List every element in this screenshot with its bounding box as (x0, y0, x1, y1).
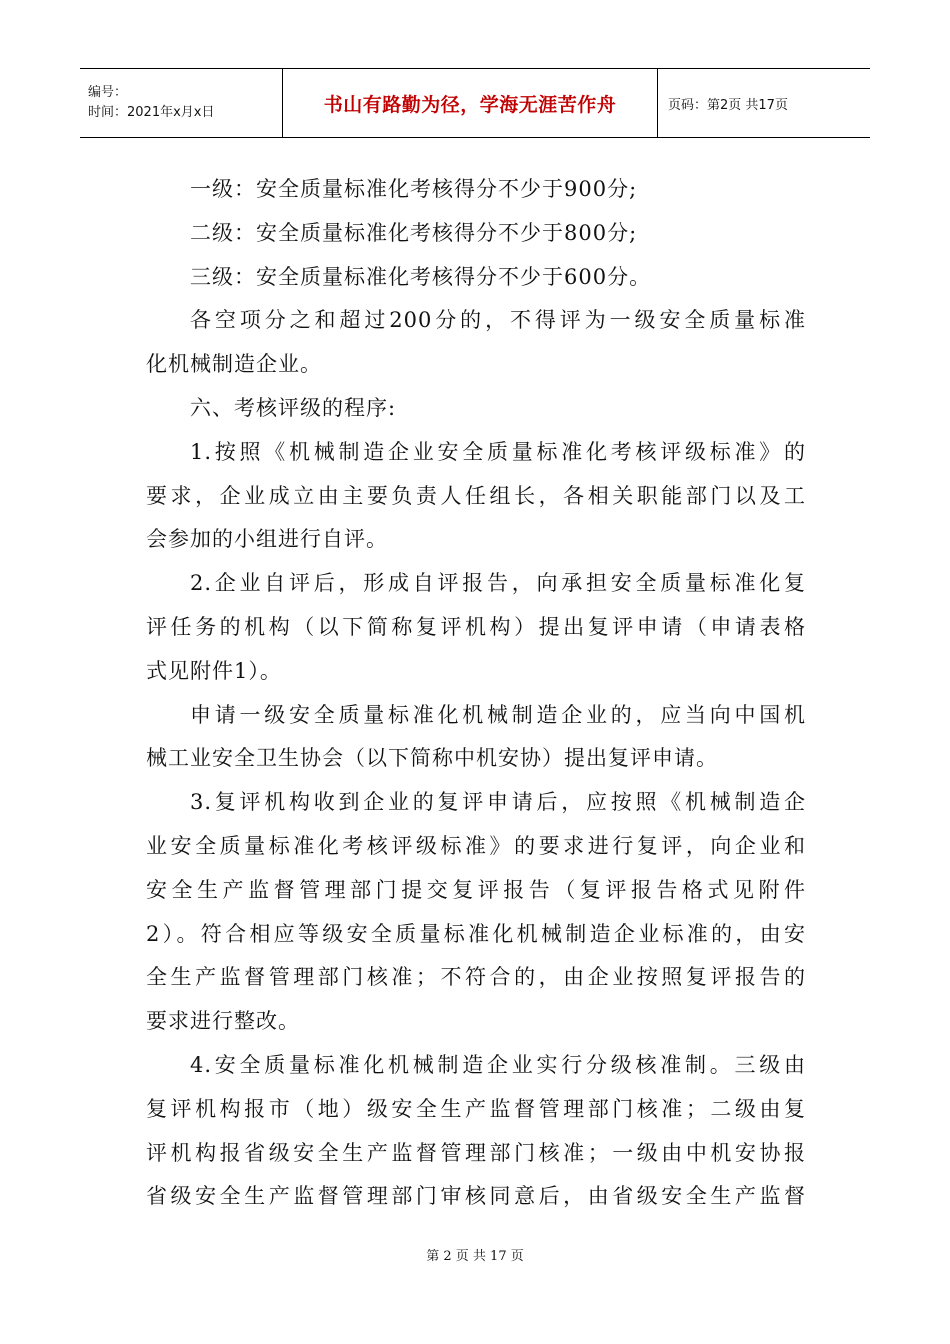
text-line: 2）。符合相应等级安全质量标准化机械制造企业标准的，由安 (146, 921, 806, 946)
document-body (146, 168, 806, 1219)
text-line: 式见附件1）。 (146, 658, 282, 683)
text-line: 3.复评机构收到企业的复评申请后，应按照《机械制造企 (190, 790, 806, 815)
text-line: 械工业安全卫生协会（以下简称中机安协）提出复评申请。 (146, 746, 718, 771)
header-meta (80, 69, 283, 137)
text-line: 六、考核评级的程序: (190, 395, 397, 420)
text-line: 要求进行整改。 (146, 1009, 300, 1034)
text-line: 评机构报省级安全生产监督管理部门核准；一级由中机安协报 (146, 1140, 806, 1165)
text-line: 会参加的小组进行自评。 (146, 527, 388, 552)
document-date: 时间：2021年x月x日 (88, 105, 215, 120)
text-line: 要求，企业成立由主要负责人任组长，各相关职能部门以及工 (146, 483, 806, 508)
text-line: 评任务的机构（以下简称复评机构）提出复评申请（申请表格 (146, 614, 806, 639)
text-line: 各空项分之和超过200分的，不得评为一级安全质量标准 (190, 308, 806, 333)
text-line: 一级：安全质量标准化考核得分不少于900分; (190, 177, 638, 201)
text-line: 省级安全生产监督管理部门审核同意后，由省级安全生产监督 (146, 1184, 806, 1209)
text-line: 复评机构报市（地）级安全生产监督管理部门核准；二级由复 (146, 1096, 806, 1121)
text-line: 业安全质量标准化考核评级标准》的要求进行复评，向企业和 (146, 833, 806, 858)
text-line: 三级：安全质量标准化考核得分不少于600分。 (190, 264, 652, 289)
text-line: 4.安全质量标准化机械制造企业实行分级核准制。三级由 (190, 1052, 806, 1077)
header-motto: 书山有路勤为径，学海无涯苦作舟 (283, 69, 658, 137)
text-line: 2.企业自评后，形成自评报告，向承担安全质量标准化复 (190, 571, 806, 596)
page-footer: 第 2 页 共 17 页 (426, 1249, 524, 1264)
header-page-info: 页码：第2页 共17页 (668, 97, 788, 113)
page-header (80, 68, 870, 138)
text-line: 化机械制造企业。 (146, 352, 322, 377)
text-line: 安全生产监督管理部门提交复评报告（复评报告格式见附件 (146, 877, 806, 902)
text-line: 1.按照《机械制造企业安全质量标准化考核评级标准》的 (190, 439, 806, 464)
document-number: 编号： (88, 85, 128, 100)
text-line: 二级：安全质量标准化考核得分不少于800分; (190, 220, 638, 245)
text-line: 全生产监督管理部门核准；不符合的，由企业按照复评报告的 (146, 965, 806, 990)
text-line: 申请一级安全质量标准化机械制造企业的，应当向中国机 (190, 702, 806, 727)
